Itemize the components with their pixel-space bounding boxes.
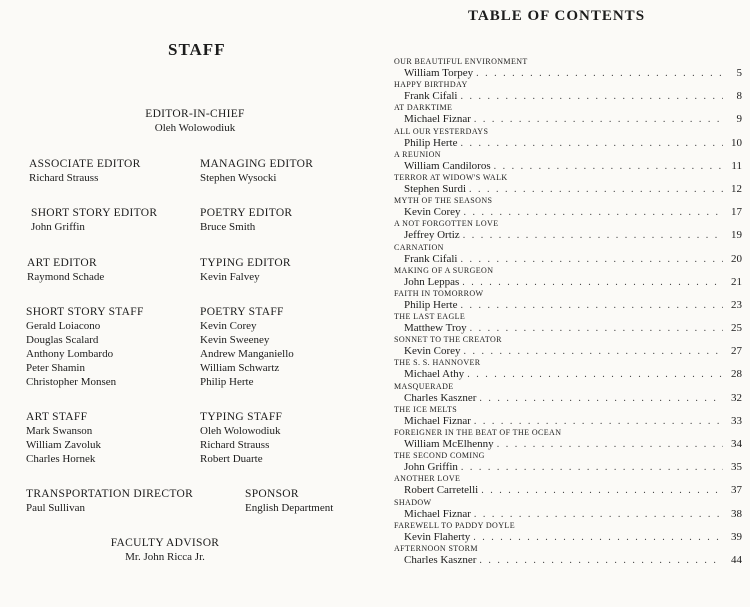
toc-entry-author: Kevin Corey bbox=[404, 345, 461, 358]
toc-entry-page: 35 bbox=[731, 461, 742, 474]
toc-entry-author: John Leppas bbox=[404, 275, 460, 288]
staff-title: STAFF bbox=[168, 40, 226, 59]
staff-name: Kevin Falvey bbox=[200, 271, 260, 283]
toc-entry-line bbox=[394, 554, 742, 567]
toc-entry bbox=[394, 405, 742, 428]
role-label: SHORT STORY STAFF bbox=[26, 306, 144, 318]
toc-entry-page: 23 bbox=[731, 298, 742, 311]
toc-entry bbox=[394, 80, 742, 103]
toc-entry-line bbox=[394, 345, 742, 358]
toc-entry-title: TERROR AT WIDOW'S WALK bbox=[394, 172, 508, 182]
toc-entry-line bbox=[394, 368, 742, 381]
toc-title: TABLE OF CONTENTS bbox=[468, 8, 646, 24]
toc-entry-title: ANOTHER LOVE bbox=[394, 474, 461, 484]
dot-leader bbox=[474, 415, 723, 428]
staff-name: Robert Duarte bbox=[200, 453, 263, 465]
staff-name: Anthony Lombardo bbox=[26, 348, 114, 360]
role-label: ART EDITOR bbox=[27, 257, 97, 269]
staff-name: Charles Hornek bbox=[26, 453, 96, 465]
dot-leader bbox=[479, 392, 723, 405]
toc-entry bbox=[394, 127, 742, 150]
sponsor-block bbox=[245, 487, 333, 515]
toc-entry-page: 21 bbox=[731, 275, 742, 288]
toc-list bbox=[394, 57, 742, 567]
toc-entry-author: William Torpey bbox=[404, 67, 474, 79]
staff-name: Mark Swanson bbox=[26, 425, 93, 437]
short-story-staff-block bbox=[26, 305, 144, 389]
staff-name: Richard Strauss bbox=[200, 439, 270, 451]
toc-entry-title: OUR BEAUTIFUL ENVIRONMENT bbox=[394, 57, 528, 66]
toc-entry-line bbox=[394, 90, 742, 103]
toc-entry-line bbox=[394, 160, 742, 173]
toc-entry-page: 39 bbox=[731, 530, 742, 543]
role-label: POETRY EDITOR bbox=[200, 207, 293, 219]
toc-entry-author: Philip Herte bbox=[404, 298, 458, 311]
toc-entry-page: 10 bbox=[731, 136, 742, 149]
dot-leader bbox=[467, 368, 723, 381]
toc-entry-line bbox=[394, 113, 742, 126]
toc-entry-title: A NOT FORGOTTEN LOVE bbox=[394, 219, 499, 229]
toc-entry-author: Robert Carretelli bbox=[404, 484, 479, 497]
managing-editor-block bbox=[200, 157, 313, 185]
dot-leader bbox=[460, 90, 723, 103]
toc-entry-page: 8 bbox=[736, 90, 742, 103]
toc-entry-author: Jeffrey Ortiz bbox=[404, 229, 460, 242]
toc-entry bbox=[394, 57, 742, 80]
toc-entry bbox=[394, 335, 742, 358]
toc-entry bbox=[394, 219, 742, 242]
role-label: SHORT STORY EDITOR bbox=[31, 207, 158, 219]
toc-entry-line bbox=[394, 438, 742, 451]
dot-leader bbox=[460, 299, 723, 312]
staff-name: Stephen Wysocki bbox=[200, 172, 277, 184]
toc-entry bbox=[394, 428, 742, 451]
toc-entry-author: William McElhenny bbox=[404, 438, 494, 450]
toc-entry bbox=[394, 544, 742, 567]
toc-entry-title: AT DARKTIME bbox=[394, 103, 453, 113]
staff-name: William Schwartz bbox=[200, 362, 280, 374]
staff-name: William Zavoluk bbox=[26, 439, 102, 451]
role-label: MANAGING EDITOR bbox=[200, 158, 314, 170]
toc-entry-author: Kevin Flaherty bbox=[404, 530, 471, 543]
toc-entry-page: 25 bbox=[731, 322, 742, 335]
role-label: ART STAFF bbox=[26, 411, 88, 423]
toc-entry bbox=[394, 173, 742, 196]
toc-entry-page: 28 bbox=[731, 368, 742, 381]
role-label: ASSOCIATE EDITOR bbox=[29, 158, 141, 170]
staff-name: Kevin Corey bbox=[200, 320, 257, 332]
transportation-director-block bbox=[26, 487, 193, 515]
toc-entry bbox=[394, 498, 742, 521]
associate-editor-block bbox=[29, 157, 141, 185]
art-staff-block bbox=[26, 410, 101, 466]
toc-entry bbox=[394, 382, 742, 405]
toc-entry bbox=[394, 266, 742, 289]
toc-entry-title: A REUNION bbox=[394, 149, 441, 159]
toc-entry-author: Philip Herte bbox=[404, 136, 458, 149]
role-label: EDITOR-IN-CHIEF bbox=[145, 108, 245, 120]
staff-name: Gerald Loiacono bbox=[26, 320, 101, 332]
staff-name: Andrew Manganiello bbox=[200, 348, 294, 360]
toc-entry-author: William Candiloros bbox=[404, 159, 491, 172]
dot-leader bbox=[464, 206, 723, 219]
toc-entry-page: 44 bbox=[731, 553, 742, 566]
toc-entry-line bbox=[394, 415, 742, 428]
faculty-advisor-block bbox=[90, 536, 240, 564]
staff-name: Mr. John Ricca Jr. bbox=[125, 551, 205, 563]
toc-entry-title: THE S. S. HANNOVER bbox=[394, 358, 481, 368]
dot-leader bbox=[464, 345, 723, 358]
short-story-editor-block bbox=[31, 206, 157, 234]
toc-entry-author: Michael Fiznar bbox=[404, 414, 471, 427]
toc-entry-line bbox=[394, 137, 742, 150]
poetry-editor-block bbox=[200, 206, 292, 234]
toc-entry bbox=[394, 289, 742, 312]
toc-entry-title: THE SECOND COMING bbox=[394, 451, 485, 461]
dot-leader bbox=[462, 276, 723, 289]
typing-editor-block bbox=[200, 256, 291, 284]
toc-entry-title: MASQUERADE bbox=[394, 381, 454, 391]
dot-leader bbox=[481, 484, 723, 497]
toc-entry-author: John Griffin bbox=[404, 461, 458, 474]
editor-in-chief-block bbox=[120, 107, 270, 135]
staff-name: Paul Sullivan bbox=[26, 502, 85, 514]
dot-leader bbox=[463, 229, 723, 242]
dot-leader bbox=[469, 183, 723, 196]
staff-name: Kevin Sweeney bbox=[200, 334, 270, 346]
role-label: TYPING STAFF bbox=[200, 411, 283, 423]
toc-entry-page: 5 bbox=[736, 67, 742, 79]
dot-leader bbox=[474, 113, 723, 126]
staff-name: Richard Strauss bbox=[29, 172, 99, 184]
staff-name: Philip Herte bbox=[200, 376, 254, 388]
toc-entry-line bbox=[394, 299, 742, 312]
toc-entry-line bbox=[394, 322, 742, 335]
toc-entry bbox=[394, 150, 742, 173]
toc-entry-author: Michael Fiznar bbox=[404, 113, 471, 126]
toc-entry-page: 32 bbox=[731, 391, 742, 404]
toc-entry-page: 11 bbox=[731, 159, 742, 172]
toc-entry bbox=[394, 451, 742, 474]
typing-staff-block bbox=[200, 410, 282, 466]
toc-entry-author: Matthew Troy bbox=[404, 322, 467, 335]
dot-leader bbox=[497, 438, 723, 451]
toc-entry-line bbox=[394, 229, 742, 242]
toc-entry-title: FAREWELL TO PADDY DOYLE bbox=[394, 520, 515, 530]
toc-entry-page: 38 bbox=[731, 507, 742, 520]
dot-leader bbox=[460, 253, 723, 266]
dot-leader bbox=[476, 67, 723, 80]
staff-name: Bruce Smith bbox=[200, 221, 256, 233]
toc-entry-line bbox=[394, 508, 742, 521]
dot-leader bbox=[460, 137, 723, 150]
role-label: TRANSPORTATION DIRECTOR bbox=[26, 488, 194, 500]
toc-entry-page: 9 bbox=[736, 113, 742, 126]
toc-entry bbox=[394, 243, 742, 266]
contents-page bbox=[390, 0, 750, 607]
toc-entry-title: THE LAST EAGLE bbox=[394, 312, 466, 322]
toc-entry-author: Charles Kaszner bbox=[404, 553, 477, 566]
toc-entry-page: 19 bbox=[731, 229, 742, 242]
toc-entry-line bbox=[394, 461, 742, 474]
toc-entry-line bbox=[394, 183, 742, 196]
toc-entry-title: FAITH IN TOMORROW bbox=[394, 288, 484, 298]
toc-entry-title: HAPPY BIRTHDAY bbox=[394, 80, 468, 90]
toc-entry-title: THE ICE MELTS bbox=[394, 404, 458, 414]
toc-entry-page: 17 bbox=[731, 206, 742, 219]
toc-entry-author: Michael Athy bbox=[404, 368, 465, 381]
toc-entry-page: 34 bbox=[731, 438, 742, 450]
toc-entry-line bbox=[394, 276, 742, 289]
toc-entry bbox=[394, 312, 742, 335]
toc-entry bbox=[394, 358, 742, 381]
art-editor-block bbox=[27, 256, 104, 284]
role-label: TYPING EDITOR bbox=[200, 257, 291, 269]
toc-entry-author: Charles Kaszner bbox=[404, 391, 477, 404]
toc-entry-author: Kevin Corey bbox=[404, 206, 461, 219]
poetry-staff-block bbox=[200, 305, 294, 389]
dot-leader bbox=[473, 531, 723, 544]
toc-entry bbox=[394, 474, 742, 497]
dot-leader bbox=[479, 554, 723, 567]
toc-entry-page: 27 bbox=[731, 345, 742, 358]
toc-entry-page: 20 bbox=[731, 252, 742, 265]
toc-entry-title: CARNATION bbox=[394, 242, 444, 252]
dot-leader bbox=[474, 508, 723, 521]
dot-leader bbox=[470, 322, 723, 335]
toc-entry-title: SHADOW bbox=[394, 497, 432, 507]
toc-entry-author: Stephen Surdi bbox=[404, 182, 467, 195]
toc-entry-line bbox=[394, 484, 742, 497]
toc-entry-author: Michael Fiznar bbox=[404, 507, 471, 520]
toc-entry-line bbox=[394, 67, 742, 80]
toc-entry-author: Frank Cifali bbox=[404, 90, 458, 103]
toc-entry-line bbox=[394, 206, 742, 219]
role-label: FACULTY ADVISOR bbox=[110, 537, 220, 549]
toc-entry-page: 12 bbox=[731, 182, 742, 195]
toc-entry bbox=[394, 521, 742, 544]
toc-entry-line bbox=[394, 392, 742, 405]
staff-name: Raymond Schade bbox=[27, 271, 105, 283]
toc-entry-title: MYTH OF THE SEASONS bbox=[394, 196, 493, 206]
staff-name: John Griffin bbox=[31, 221, 85, 233]
role-label: POETRY STAFF bbox=[200, 306, 284, 318]
staff-name: Peter Shamin bbox=[26, 362, 85, 374]
dot-leader bbox=[461, 461, 723, 474]
staff-name: Oleh Wolowodiuk bbox=[154, 122, 236, 134]
toc-entry-page: 33 bbox=[731, 414, 742, 427]
staff-name: English Department bbox=[245, 502, 334, 514]
toc-entry-title: ALL OUR YESTERDAYS bbox=[394, 126, 489, 136]
toc-entry-title: FOREIGNER IN THE BEAT OF THE OCEAN bbox=[394, 428, 562, 437]
dot-leader bbox=[494, 160, 723, 173]
toc-entry-page: 37 bbox=[731, 484, 742, 497]
toc-entry bbox=[394, 103, 742, 126]
toc-entry-title: SONNET TO THE CREATOR bbox=[394, 335, 502, 345]
toc-entry-title: AFTERNOON STORM bbox=[394, 543, 478, 553]
toc-entry-line bbox=[394, 253, 742, 266]
role-label: SPONSOR bbox=[245, 488, 299, 500]
toc-entry-line bbox=[394, 531, 742, 544]
toc-entry bbox=[394, 196, 742, 219]
staff-name: Douglas Scalard bbox=[26, 334, 99, 346]
staff-name: Oleh Wolowodiuk bbox=[200, 425, 281, 437]
staff-name: Christopher Monsen bbox=[26, 376, 117, 388]
toc-entry-title: MAKING OF A SURGEON bbox=[394, 265, 494, 275]
toc-entry-author: Frank Cifali bbox=[404, 252, 458, 265]
